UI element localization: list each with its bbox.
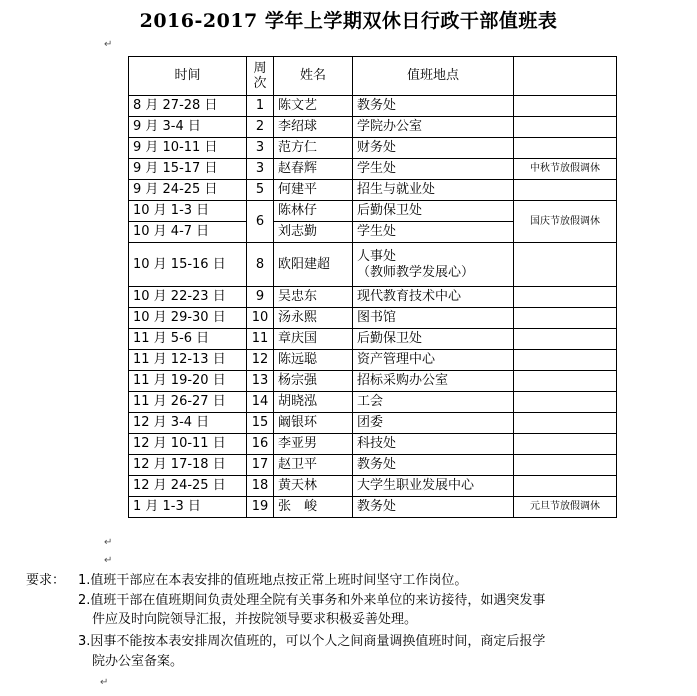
cell-place: 科技处: [353, 434, 514, 455]
cell-place: 资产管理中心: [353, 350, 514, 371]
cell-place-line2: （教师教学发展心）: [357, 264, 475, 280]
cell-name: 李绍球: [274, 117, 353, 138]
cell-place: 招标采购办公室: [353, 371, 514, 392]
cell-name: 范方仁: [274, 138, 353, 159]
cell-week: 10: [247, 308, 274, 329]
cell-time: 11 月 12-13 日: [129, 350, 247, 371]
requirement-item-3: [78, 633, 545, 651]
cell-time: 9 月 3-4 日: [129, 117, 247, 138]
cell-time: 10 月 22-23 日: [129, 287, 247, 308]
requirement-number: 2.: [78, 593, 91, 608]
cell-time: 11 月 26-27 日: [129, 392, 247, 413]
table-row: [129, 350, 617, 371]
cell-name: 刘志勤: [274, 222, 353, 243]
table-row: [129, 96, 617, 117]
table-row: [129, 455, 617, 476]
cell-place: 教务处: [353, 497, 514, 518]
cell-note: [514, 413, 617, 434]
cell-place: 招生与就业处: [353, 180, 514, 201]
cell-note: [514, 308, 617, 329]
cell-name: 杨宗强: [274, 371, 353, 392]
cell-time: 10 月 4-7 日: [129, 222, 247, 243]
cell-place: 现代教育技术中心: [353, 287, 514, 308]
cell-note: [514, 476, 617, 497]
table-row: [129, 180, 617, 201]
table-row: [129, 413, 617, 434]
table-row: [129, 392, 617, 413]
cell-place-line1: 人事处: [357, 248, 397, 264]
cell-place: 图书馆: [353, 308, 514, 329]
requirements-label: 要求：: [26, 573, 66, 588]
table-row: [129, 159, 617, 180]
cell-week: 15: [247, 413, 274, 434]
requirement-item-2-cont: 件应及时向院领导汇报，并按院领导要求积极妥善处理。: [92, 612, 418, 627]
cell-name: 赵春辉: [274, 159, 353, 180]
cell-time: 9 月 24-25 日: [129, 180, 247, 201]
table-row: [129, 243, 617, 287]
table-row: [129, 287, 617, 308]
header-week: [247, 57, 274, 96]
cell-week: 18: [247, 476, 274, 497]
cell-week: 12: [247, 350, 274, 371]
cell-time: 12 月 24-25 日: [129, 476, 247, 497]
cell-note: [514, 455, 617, 476]
header-note: [514, 57, 617, 96]
requirement-number: 1.: [78, 573, 91, 588]
cell-place: 大学生职业发展中心: [353, 476, 514, 497]
cell-place: 团委: [353, 413, 514, 434]
duty-schedule-table: [128, 56, 617, 518]
cell-note: 元旦节放假调休: [514, 497, 617, 518]
cell-time: 9 月 15-17 日: [129, 159, 247, 180]
cell-name: 欧阳建超: [274, 243, 353, 287]
header-name: 姓名: [274, 57, 353, 96]
table-row: [129, 308, 617, 329]
cell-time: 1 月 1-3 日: [129, 497, 247, 518]
cell-name: 黄天林: [274, 476, 353, 497]
cell-time: 11 月 19-20 日: [129, 371, 247, 392]
paragraph-mark: ↵: [100, 677, 109, 688]
requirement-item-1: [78, 572, 467, 590]
cell-week: 19: [247, 497, 274, 518]
cell-name: 陈文艺: [274, 96, 353, 117]
cell-time: 12 月 3-4 日: [129, 413, 247, 434]
paragraph-mark: ↵: [104, 39, 113, 50]
cell-time: 8 月 27-28 日: [129, 96, 247, 117]
cell-week: 14: [247, 392, 274, 413]
cell-name: 赵卫平: [274, 455, 353, 476]
cell-note: [514, 138, 617, 159]
paragraph-mark: ↵: [104, 555, 113, 566]
cell-week: 8: [247, 243, 274, 287]
cell-week: 17: [247, 455, 274, 476]
header-place: 值班地点: [353, 57, 514, 96]
cell-name: 汤永熙: [274, 308, 353, 329]
cell-week: 5: [247, 180, 274, 201]
table-row: [129, 117, 617, 138]
cell-place: 学院办公室: [353, 117, 514, 138]
cell-note: 中秋节放假调休: [514, 159, 617, 180]
table-row: [129, 497, 617, 518]
cell-week: 9: [247, 287, 274, 308]
cell-place: 财务处: [353, 138, 514, 159]
requirement-item-3-cont: 院办公室备案。: [92, 654, 184, 669]
cell-note: [514, 434, 617, 455]
cell-week: 3: [247, 159, 274, 180]
cell-place: 教务处: [353, 96, 514, 117]
cell-name: 阚银环: [274, 413, 353, 434]
cell-name: 胡晓泓: [274, 392, 353, 413]
cell-time: 10 月 29-30 日: [129, 308, 247, 329]
requirement-text: 值班干部在值班期间负责处理全院有关事务和外来单位的来访接待，如遇突发事: [90, 593, 546, 608]
cell-place: 学生处: [353, 222, 514, 243]
paragraph-mark: ↵: [104, 537, 113, 548]
cell-week: 1: [247, 96, 274, 117]
cell-time: 10 月 15-16 日: [129, 243, 247, 287]
cell-time: 11 月 5-6 日: [129, 329, 247, 350]
requirement-number: 3.: [78, 634, 91, 649]
cell-place: 工会: [353, 392, 514, 413]
cell-note: [514, 329, 617, 350]
cell-name: 章庆国: [274, 329, 353, 350]
cell-note: [514, 287, 617, 308]
cell-note: [514, 371, 617, 392]
document-title: 2016-2017 学年上学期双休日行政干部值班表: [139, 10, 558, 32]
requirement-item-2: [78, 592, 545, 610]
cell-note: [514, 392, 617, 413]
table-row: [129, 371, 617, 392]
cell-name: 陈林仔: [274, 201, 353, 222]
cell-note: [514, 117, 617, 138]
header-time: 时间: [129, 57, 247, 96]
cell-note: [514, 96, 617, 117]
cell-week: 3: [247, 138, 274, 159]
cell-note: [514, 180, 617, 201]
cell-place: 后勤保卫处: [353, 329, 514, 350]
cell-note: [514, 350, 617, 371]
cell-name: 李亚男: [274, 434, 353, 455]
requirement-text: 值班干部应在本表安排的值班地点按正常上班时间坚守工作岗位。: [90, 573, 468, 588]
cell-week: 11: [247, 329, 274, 350]
requirement-text: 因事不能按本表安排周次值班的，可以个人之间商量调换值班时间，商定后报学: [90, 634, 546, 649]
table-header-row: [129, 57, 617, 96]
table-row: [129, 434, 617, 455]
cell-name: 吴忠东: [274, 287, 353, 308]
cell-week: 2: [247, 117, 274, 138]
table-row: [129, 201, 617, 222]
cell-note: [514, 243, 617, 287]
cell-name: 陈远聪: [274, 350, 353, 371]
cell-week: 6: [247, 201, 274, 243]
table-row: [129, 476, 617, 497]
table-row: [129, 138, 617, 159]
cell-time: 12 月 17-18 日: [129, 455, 247, 476]
cell-time: 12 月 10-11 日: [129, 434, 247, 455]
cell-name: 何建平: [274, 180, 353, 201]
cell-place: 教务处: [353, 455, 514, 476]
cell-time: 10 月 1-3 日: [129, 201, 247, 222]
cell-place: 学生处: [353, 159, 514, 180]
cell-place: [353, 243, 514, 287]
cell-place: 后勤保卫处: [353, 201, 514, 222]
cell-time: 9 月 10-11 日: [129, 138, 247, 159]
cell-week: 13: [247, 371, 274, 392]
cell-name: 张 峻: [274, 497, 353, 518]
table-row: [129, 329, 617, 350]
cell-note: 国庆节放假调休: [514, 201, 617, 243]
header-week-text: 周次: [253, 60, 267, 91]
cell-week: 16: [247, 434, 274, 455]
